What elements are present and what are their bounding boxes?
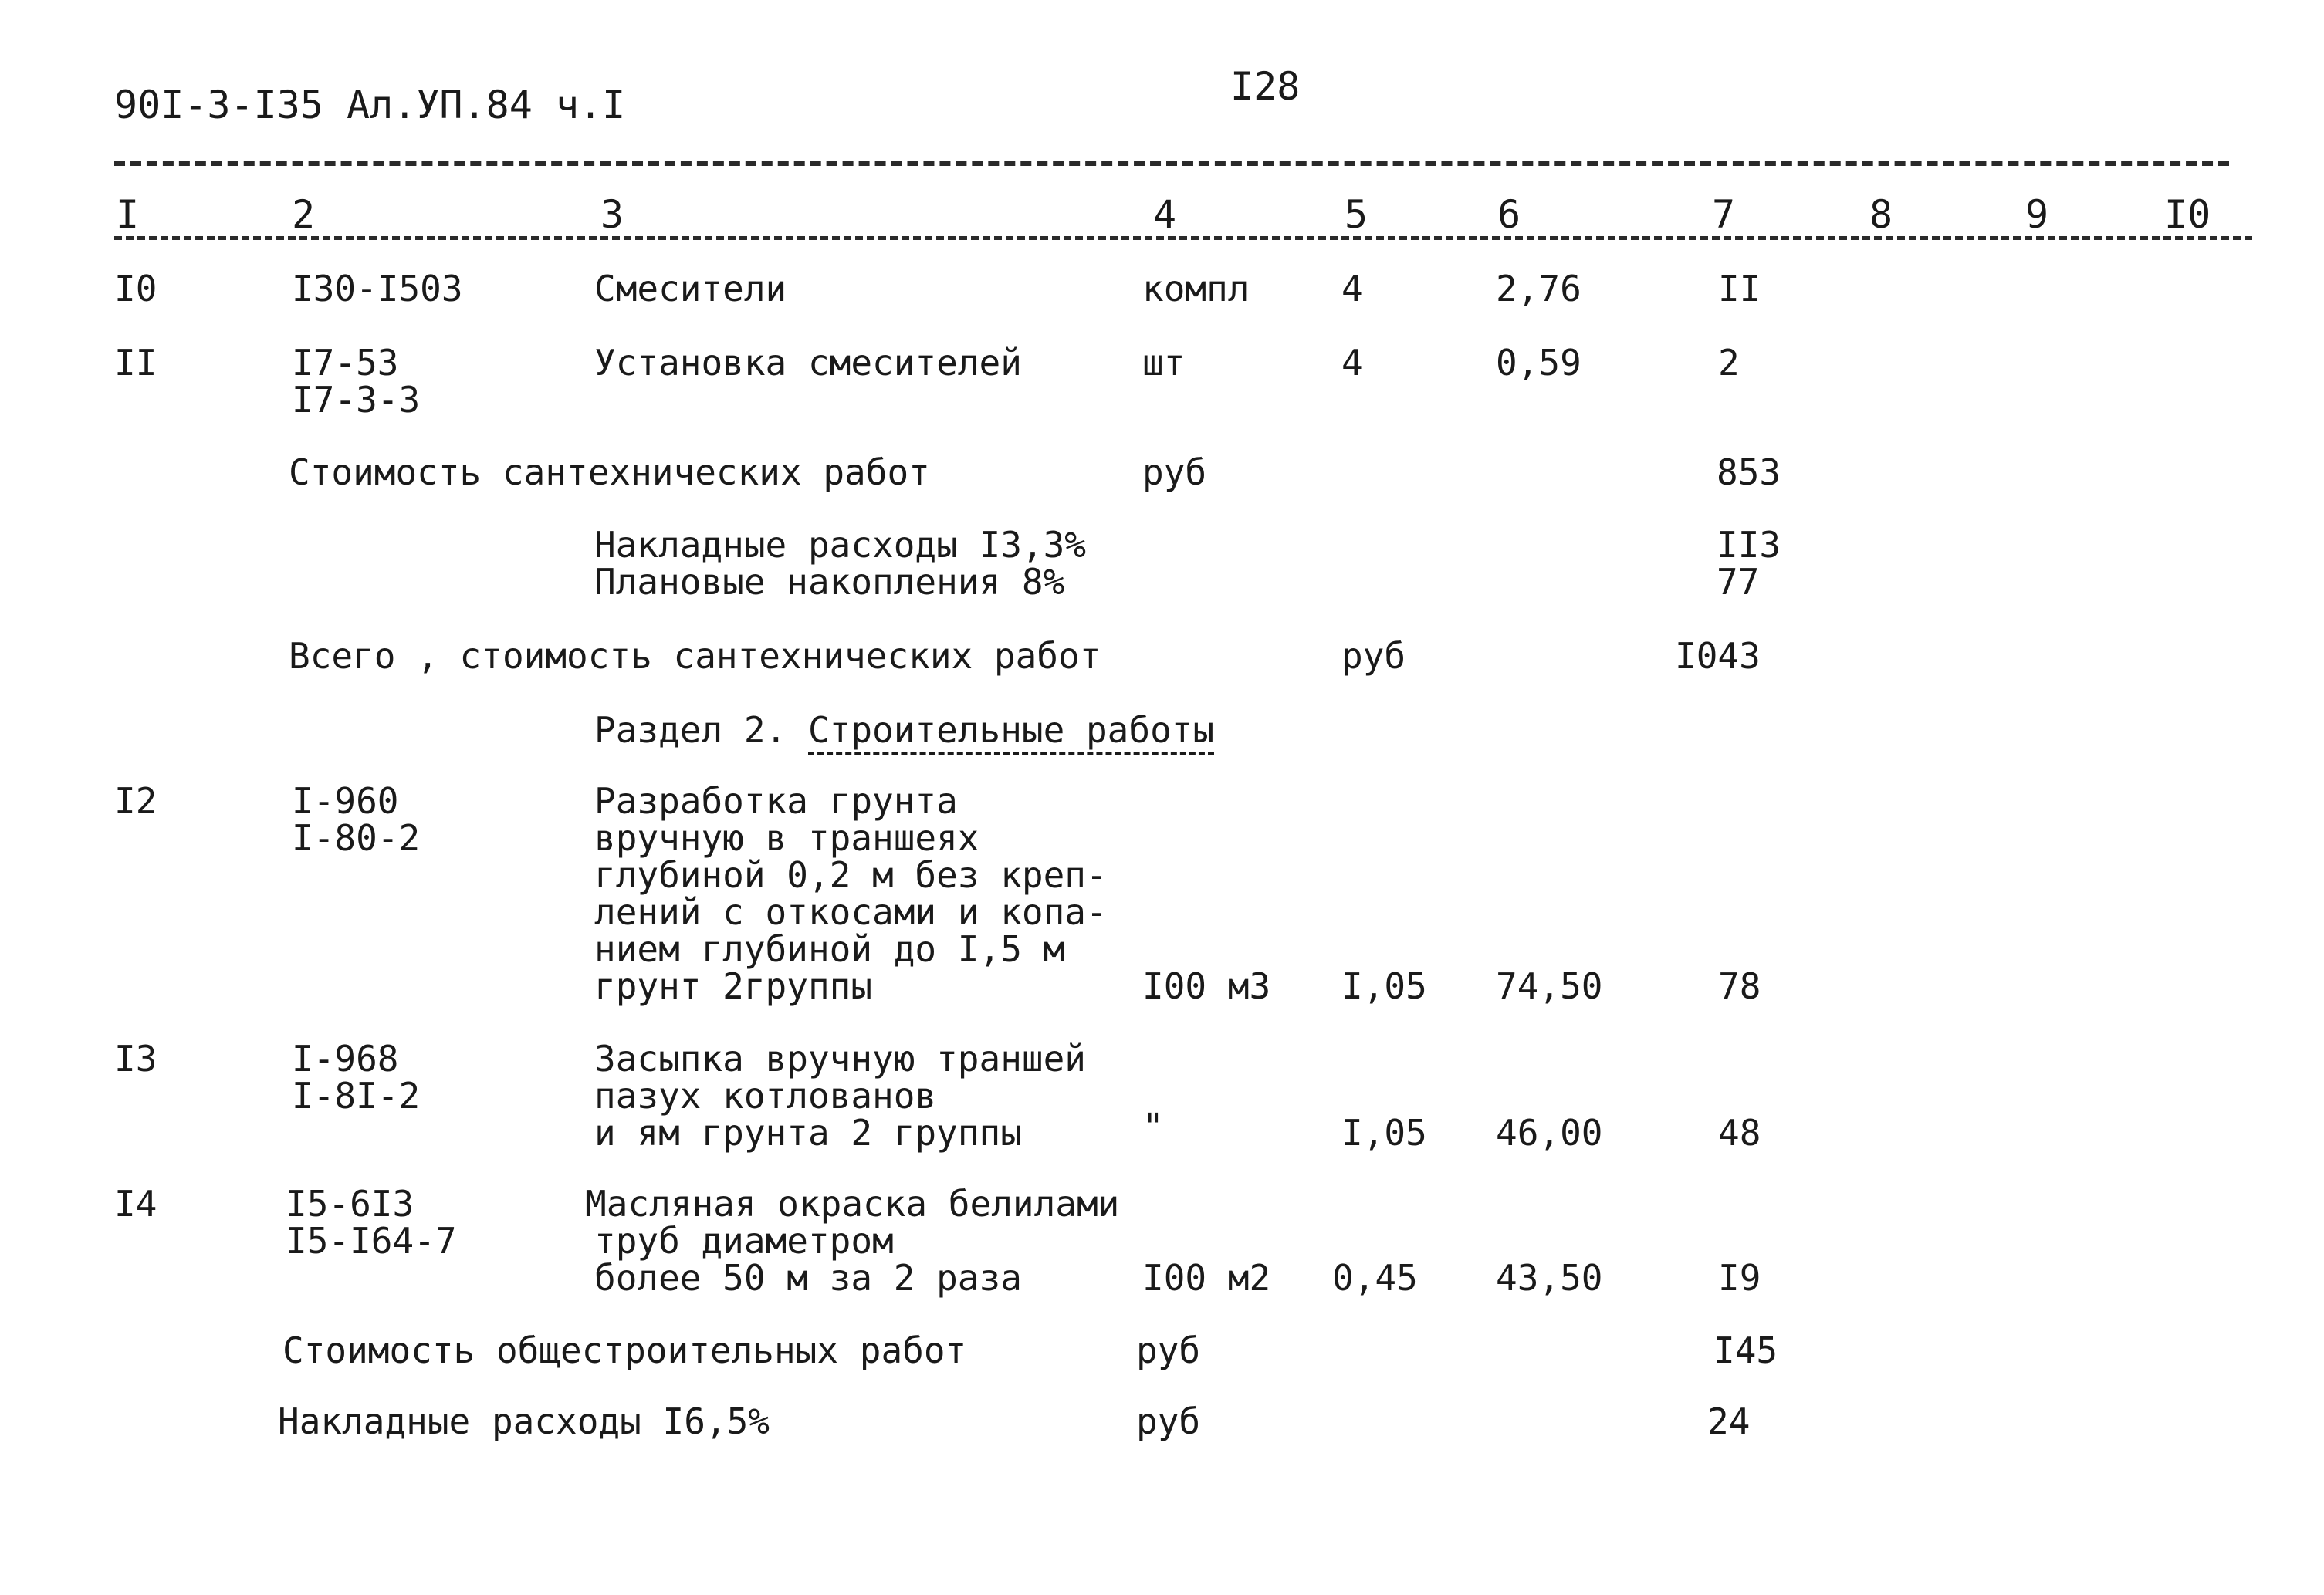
- row-unit-price: 43,50: [1496, 1257, 1603, 1299]
- column-number-5: 5: [1345, 192, 1368, 237]
- row-number: II: [114, 342, 157, 384]
- overhead-2-unit: руб: [1136, 1401, 1201, 1442]
- planned-savings-total: 77: [1717, 561, 1760, 603]
- row-unit: ": [1142, 1106, 1164, 1147]
- row-code: I-960: [292, 780, 399, 822]
- column-number-9: 9: [2025, 192, 2049, 237]
- row-description: Смесители: [594, 268, 787, 309]
- row-code: I-968: [292, 1038, 399, 1080]
- column-number-10: I0: [2164, 192, 2211, 237]
- row-description: глубиной 0,2 м без креп-: [594, 854, 1108, 896]
- row-number: I0: [114, 268, 157, 309]
- column-number-4: 4: [1153, 192, 1177, 237]
- column-number-6: 6: [1497, 192, 1521, 237]
- section-prefix: Раздел 2.: [594, 709, 787, 751]
- row-number: I4: [114, 1183, 157, 1225]
- top-dashed-rule: [114, 161, 2229, 166]
- general-cost-unit: руб: [1136, 1330, 1201, 1371]
- row-quantity: 4: [1341, 268, 1363, 309]
- overhead-label: Накладные расходы I3,3%: [594, 524, 1086, 566]
- row-description: Установка смесителей: [594, 342, 1022, 384]
- general-cost-total: I45: [1713, 1330, 1778, 1371]
- row-code: I7-3-3: [292, 379, 421, 421]
- section-title: Строительные работы: [808, 709, 1214, 755]
- row-number: I3: [114, 1038, 157, 1080]
- row-total: 48: [1718, 1112, 1761, 1154]
- row-code: I30-I503: [292, 268, 463, 309]
- column-number-1: I: [116, 192, 140, 237]
- santech-cost-label: Стоимость сантехнических работ: [289, 451, 930, 493]
- row-code: I5-I64-7: [286, 1220, 457, 1262]
- row-code: I-8I-2: [292, 1075, 421, 1117]
- row-description: более 50 м за 2 раза: [594, 1257, 1022, 1299]
- row-description: грунт 2группы: [594, 965, 873, 1007]
- general-cost-label: Стоимость общестроительных работ: [282, 1330, 967, 1371]
- row-description: и ям грунта 2 группы: [594, 1112, 1022, 1154]
- row-quantity: 4: [1341, 342, 1363, 384]
- row-code: I5-6I3: [286, 1183, 414, 1225]
- overhead-2-label: Накладные расходы I6,5%: [278, 1401, 770, 1442]
- row-unit-price: 74,50: [1496, 965, 1603, 1007]
- planned-savings-label: Плановые накопления 8%: [594, 561, 1065, 603]
- row-total: 78: [1718, 965, 1761, 1007]
- santech-total-unit: руб: [1341, 635, 1406, 677]
- column-number-2: 2: [292, 192, 316, 237]
- santech-cost-unit: руб: [1142, 451, 1207, 493]
- row-unit: шт: [1142, 342, 1186, 384]
- santech-total-label: Всего , стоимость сантехнических работ: [289, 635, 1101, 677]
- column-number-8: 8: [1869, 192, 1893, 237]
- row-description: пазух котлованов: [594, 1075, 937, 1117]
- row-total: 2: [1718, 342, 1740, 384]
- row-unit-price: 46,00: [1496, 1112, 1603, 1154]
- column-number-rule: [114, 236, 2252, 240]
- row-description: Засыпка вручную траншей: [594, 1038, 1086, 1080]
- row-unit-price: 0,59: [1496, 342, 1581, 384]
- row-unit: I00 м2: [1142, 1257, 1271, 1299]
- row-quantity: 0,45: [1332, 1257, 1418, 1299]
- row-total: I9: [1718, 1257, 1761, 1299]
- row-description: вручную в траншеях: [594, 817, 979, 859]
- overhead-2-total: 24: [1707, 1401, 1751, 1442]
- row-description: Масляная окраска белилами: [585, 1183, 1120, 1225]
- column-number-7: 7: [1712, 192, 1736, 237]
- document-code: 90I-3-I35 Ал.УП.84 ч.I: [114, 83, 626, 127]
- row-quantity: I,05: [1341, 1112, 1427, 1154]
- row-unit: I00 м3: [1142, 965, 1271, 1007]
- row-quantity: I,05: [1341, 965, 1427, 1007]
- santech-cost-total: 853: [1717, 451, 1781, 493]
- santech-total-value: I043: [1675, 635, 1761, 677]
- column-number-3: 3: [600, 192, 624, 237]
- row-unit-price: 2,76: [1496, 268, 1581, 309]
- row-description: труб диаметром: [594, 1220, 894, 1262]
- page-number: I28: [1230, 64, 1301, 109]
- section-heading: [594, 711, 1214, 749]
- row-code: I7-53: [292, 342, 399, 384]
- row-number: I2: [114, 780, 157, 822]
- row-description: лений с откосами и копа-: [594, 891, 1108, 933]
- row-total: II: [1718, 268, 1761, 309]
- overhead-total: II3: [1717, 524, 1781, 566]
- row-unit: компл: [1142, 268, 1250, 309]
- row-description: Разработка грунта: [594, 780, 958, 822]
- row-description: нием глубиной до I,5 м: [594, 928, 1065, 970]
- row-code: I-80-2: [292, 817, 421, 859]
